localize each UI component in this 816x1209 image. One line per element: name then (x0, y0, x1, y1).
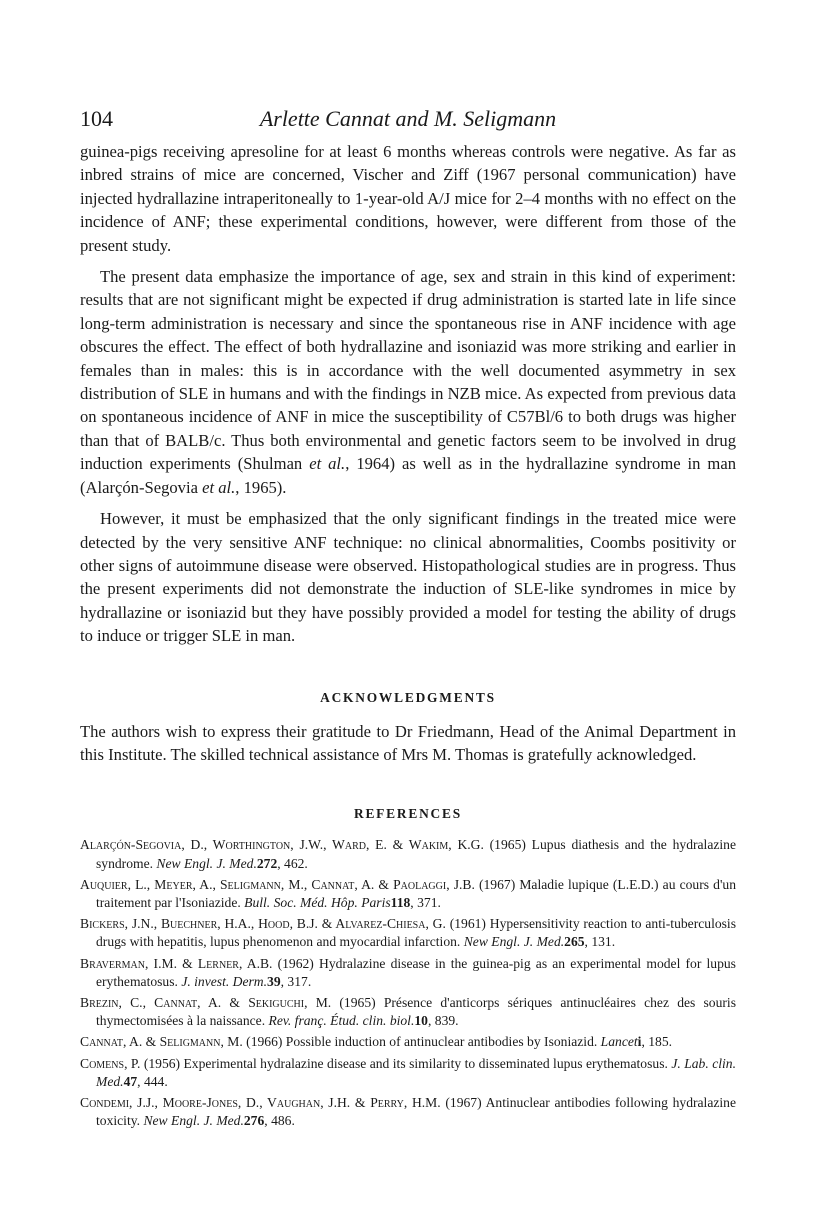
reference-volume: 10 (414, 1013, 428, 1029)
reference-authors: Condemi, J.J., Moore-Jones, D., Vaughan, J.H. & Perry, H.M. (80, 1094, 441, 1110)
reference-journal: New Engl. J. Med. (143, 1113, 244, 1129)
page-header (80, 106, 736, 140)
reference-title: (1967) Antinuclear antibodies following hydralazine toxicity. (96, 1094, 737, 1129)
reference-volume: 276 (243, 1113, 265, 1129)
reference-authors: Alarçón-Segovia, D., Worthington, J.W., Ward, E. & Wakim, K.G. (80, 837, 484, 853)
reference-item (80, 955, 736, 991)
reference-journal: New Engl. J. Med. (156, 855, 257, 871)
reference-pages: , 462. (277, 855, 308, 871)
reference-authors: Comens, P. (80, 1055, 141, 1071)
reference-pages: , 131. (584, 934, 616, 950)
reference-title: (1962) Hydralazine disease in the guinea-pig as an experimental model for lupus erythematosus. (96, 955, 736, 989)
reference-journal: Lancet (600, 1034, 638, 1050)
reference-pages: , 185. (641, 1034, 673, 1050)
reference-volume: 272 (256, 855, 278, 871)
reference-volume: 265 (564, 934, 585, 950)
reference-item (80, 994, 736, 1030)
reference-journal: J. invest. Derm. (181, 973, 268, 989)
paragraph-1: guinea-pigs receiving apresoline for at least 6 months whereas controls were negative. As far as inbred strains of mice are concerned, Vischer and Ziff (1967 personal communication) have injected hydrallazine intraperitoneally to 1-year-old A/J mice for 2–4 months with no effect on the incidence of ANF; these experimental conditions, however, were different from those of the present study. (80, 142, 736, 255)
reference-authors: Auquier, L., Meyer, A., Seligmann, M., Cannat, A. & Paolaggi, J.B. (80, 876, 475, 892)
reference-authors: Brezin, C., Cannat, A. & Sekiguchi, M. (80, 994, 332, 1010)
reference-pages: , 839. (427, 1013, 459, 1029)
reference-item (80, 1033, 736, 1051)
reference-volume: 118 (390, 894, 411, 910)
page-number: 104 (80, 106, 113, 131)
reference-item (80, 836, 736, 872)
reference-journal: Bull. Soc. Méd. Hôp. Paris (244, 894, 391, 910)
reference-authors: Cannat, A. & Seligmann, M. (80, 1034, 243, 1050)
reference-journal: New Engl. J. Med. (463, 934, 565, 950)
references-heading: REFERENCES (353, 806, 463, 822)
reference-item (80, 876, 736, 912)
acknowledgments-text: The authors wish to express their gratitude to Dr Friedmann, Head of the Animal Department in this Institute. The skilled technical assistance of Mrs M. Thomas is gratefully acknowledged. (80, 721, 736, 764)
reference-journal: Rev. franç. Étud. clin. biol. (268, 1013, 415, 1029)
reference-item (80, 1055, 736, 1091)
reference-item (80, 915, 736, 951)
reference-title: (1965) Lupus diathesis and the hydralazine syndrome. (96, 837, 736, 871)
reference-pages: , 444. (137, 1073, 168, 1089)
paragraph-2: The present data emphasize the importance of age, sex and strain in this kind of experiment: results that are not significant might be expected if drug administration is started late in life since long-term administration is necessary and since the spontaneous rise in ANF incidence with age obscures the effect. The effect of both hydrallazine and isoniazid was more striking and earlier in females than in males: this is in accordance with the well documented asymmetry in sex distribution of SLE in humans and with the findings in NZB mice. As expected from previous data on spontaneous incidence of ANF in mice the susceptibility of C57Bl/6 to both drugs was higher than that of BALB/c. Thus both environmental and genetic factors seem to be involved in drug induction experiments (Shulman et al., 1964) as well as in the hydrallazine syndrome in man (Alarçón-Segovia et al., 1965). (80, 267, 736, 497)
reference-volume: i (637, 1034, 642, 1050)
running-head: Arlette Cannat and M. Seligmann (259, 106, 557, 131)
reference-item (80, 1094, 736, 1130)
reference-list (80, 836, 736, 1130)
reference-title: (1961) Hypersensitivity reaction to anti-tuberculosis drugs with hepatitis, lupus phenomenon and myocardial infarction. (96, 916, 736, 950)
reference-title: (1966) Possible induction of antinuclear antibodies by Isoniazid. (242, 1034, 601, 1050)
reference-volume: 47 (123, 1073, 138, 1089)
reference-volume: 39 (267, 973, 281, 989)
reference-pages: , 486. (264, 1113, 295, 1129)
reference-authors: Bickers, J.N., Buechner, H.A., Hood, B.J. & Alvarez-Chiesa, G. (80, 916, 446, 932)
reference-journal: J. Lab. clin. Med. (96, 1055, 736, 1089)
paragraph-3: However, it must be emphasized that the only significant findings in the treated mice were detected by the very sensitive ANF technique: no clinical abnormalities, Coombs positivity or other signs of autoimmune disease were observed. Histopathological studies are in progress. Thus the present experiments did not demonstrate the induction of SLE-like syndromes in mice by hydrallazine or isoniazid but they have possibly provided a model for testing the ability of drugs to induce or trigger SLE in man. (80, 509, 736, 646)
page (80, 106, 736, 1133)
reference-title: (1965) Présence d'anticorps sériques antinucléaires chez des souris thymectomisées à la naissance. (96, 994, 736, 1029)
reference-authors: Braverman, I.M. & Lerner, A.B. (80, 955, 273, 971)
reference-title: (1956) Experimental hydralazine disease and its similarity to disseminated lupus erythematosus. (140, 1055, 672, 1071)
body-text (80, 140, 736, 648)
reference-pages: , 371. (410, 894, 441, 910)
acknowledgments-heading: ACKNOWLEDGMENTS (320, 689, 496, 705)
reference-pages: , 317. (280, 973, 312, 989)
reference-title: (1967) Maladie lupique (L.E.D.) au cours d'un traitement par l'Isoniazide. (96, 876, 736, 910)
